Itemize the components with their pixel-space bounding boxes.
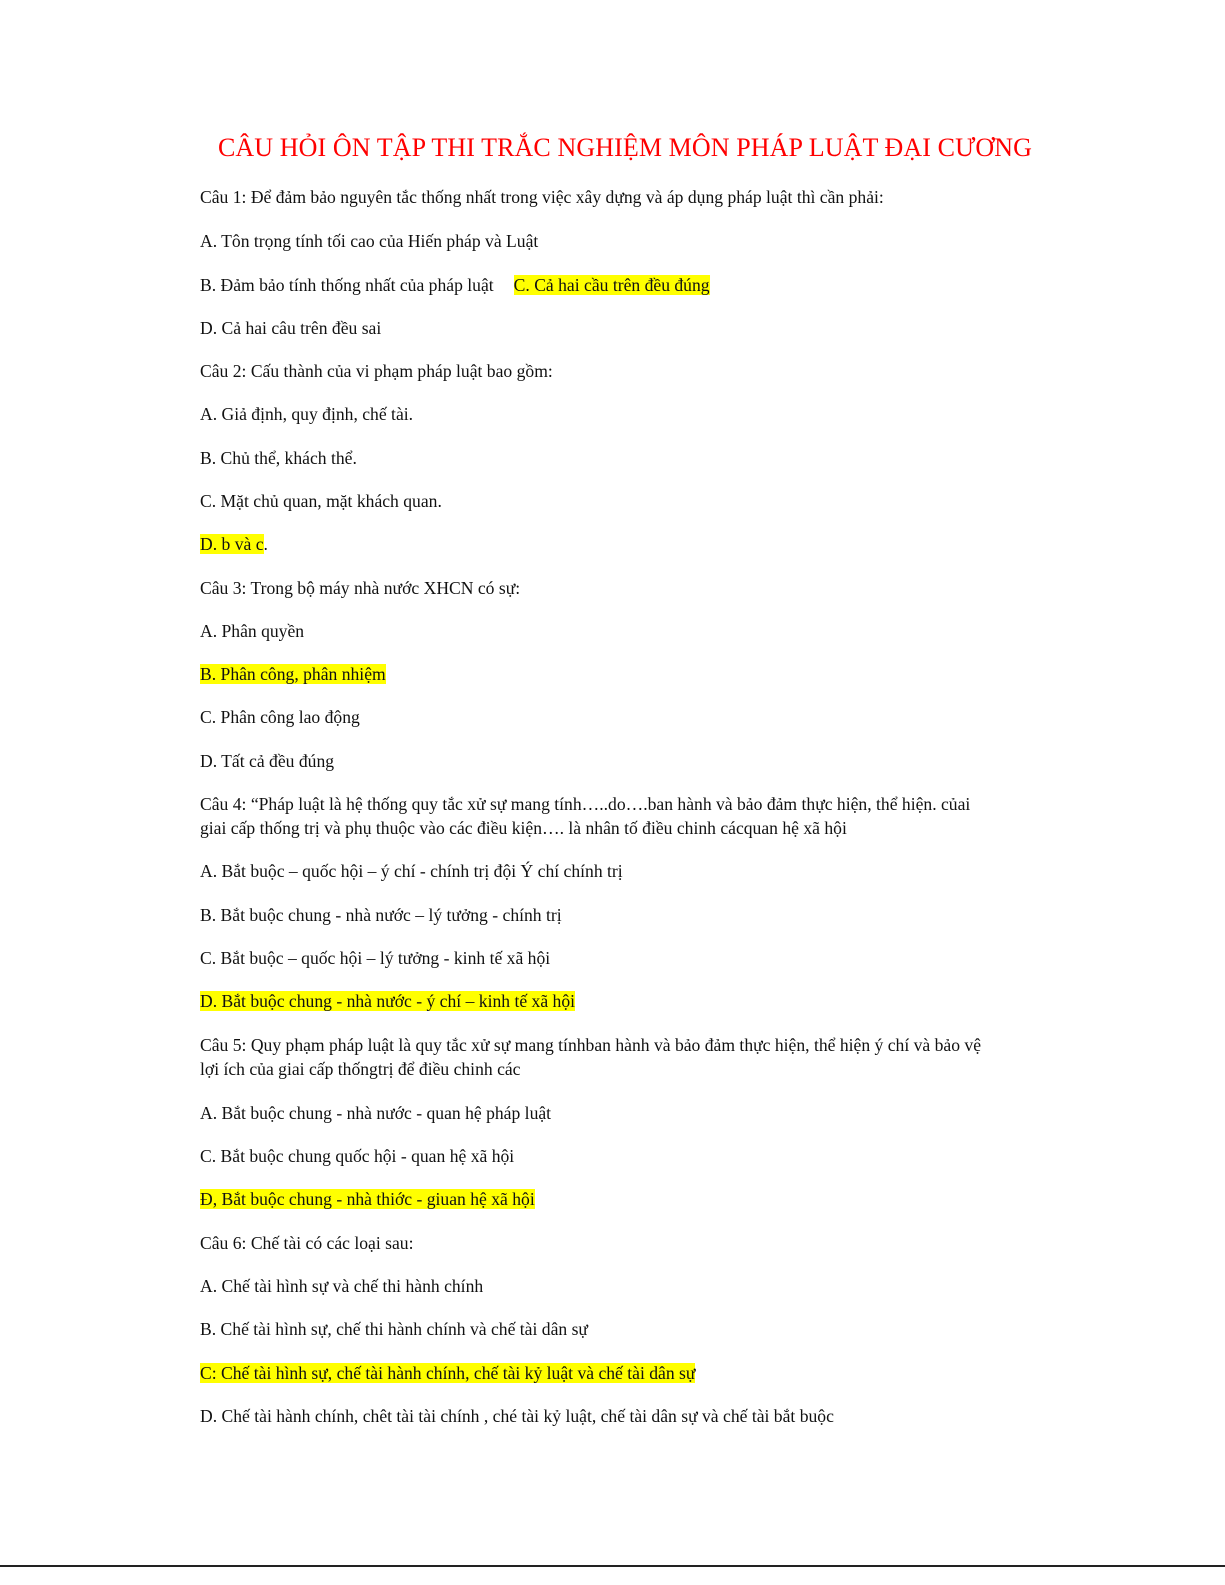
q1-option-a: A. Tôn trọng tính tối cao của Hiến pháp và Luật (200, 231, 539, 251)
q5-option-d-correct: Đ, Bắt buộc chung - nhà thiớc - giuan hệ xã hội (200, 1189, 535, 1209)
q3-option-b-row (200, 662, 386, 686)
q2-option-a: A. Giả định, quy định, chế tài. (200, 404, 414, 424)
page-title: CÂU HỎI ÔN TẬP THI TRẮC NGHIỆM MÔN PHÁP LUẬT ĐẠI CƯƠNG (217, 133, 1033, 162)
q1-option-b-row (200, 273, 710, 297)
question-2: Câu 2: Cấu thành của vi phạm pháp luật bao gồm: (200, 361, 553, 381)
question-4-line-1: Câu 4: “Pháp luật là hệ thống quy tắc xử sự mang tính…..do….ban hành và bảo đảm thực hiện, thể hiện. củai (200, 794, 971, 814)
q6-option-c-correct: C: Chế tài hình sự, chế tài hành chính, chế tài kỷ luật và chế tài dân sự (200, 1363, 696, 1383)
q4-option-a: A. Bắt buộc – quốc hội – ý chí - chính trị đội Ý chí chính trị (200, 861, 623, 881)
q2-option-b: B. Chủ thể, khách thể. (200, 448, 357, 468)
q3-option-a: A. Phân quyền (200, 621, 305, 641)
q6-option-c-row (200, 1361, 695, 1385)
q6-option-d: D. Chế tài hành chính, chêt tài tài chính , ché tài kỷ luật, chế tài dân sự và chế tài bắt buộc (200, 1406, 834, 1426)
question-4-line-2: giai cấp thống trị và phụ thuộc vào các điều kiện…. là nhân tố điều chinh cácquan hệ xã hội (200, 818, 847, 838)
question-6: Câu 6: Chế tài có các loại sau: (200, 1233, 414, 1253)
q1-option-d: D. Cả hai câu trên đều sai (200, 318, 382, 338)
q6-option-b: B. Chế tài hình sự, chế thi hành chính và chế tài dân sự (200, 1319, 588, 1339)
q6-option-a: A. Chế tài hình sự và chế thi hành chính (200, 1276, 484, 1296)
q4-option-b: B. Bắt buộc chung - nhà nước – lý tưởng - chính trị (200, 905, 562, 925)
question-5-line-1: Câu 5: Quy phạm pháp luật là quy tắc xử sự mang tínhban hành và bảo đảm thực hiện, thể hiện ý chí và bảo vệ (200, 1035, 982, 1055)
q5-option-d-row (200, 1187, 535, 1211)
question-3: Câu 3: Trong bộ máy nhà nước XHCN có sự: (200, 578, 521, 598)
q5-option-a: A. Bắt buộc chung - nhà nước - quan hệ pháp luật (200, 1103, 552, 1123)
q3-option-c: C. Phân công lao động (200, 707, 360, 727)
q4-option-d-row (200, 989, 575, 1013)
q5-option-c: C. Bắt buộc chung quốc hội - quan hệ xã hội (200, 1146, 515, 1166)
q2-option-d-row (200, 532, 268, 556)
q1-option-c-correct: C. Cả hai cầu trên đều đúng (513, 275, 710, 295)
q4-option-c: C. Bắt buộc – quốc hội – lý tưởng - kinh tế xã hội (200, 948, 551, 968)
question-5-line-2: lợi ích của giai cấp thốngtrị để điều chinh các (200, 1059, 521, 1079)
q1-option-b: B. Đảm bảo tính thống nhất của pháp luật (200, 275, 494, 295)
page-bottom-divider (0, 1565, 1225, 1567)
q4-option-d-correct: D. Bắt buộc chung - nhà nước - ý chí – kinh tế xã hội (200, 991, 576, 1011)
q2-option-d-tail: . (263, 534, 268, 554)
q2-option-d-correct: D. b và c (200, 534, 264, 554)
question-1: Câu 1: Để đảm bảo nguyên tắc thống nhất trong việc xây dựng và áp dụng pháp luật thì cần phải: (200, 187, 884, 207)
q3-option-b-correct: B. Phân công, phân nhiệm (200, 664, 386, 684)
q3-option-d: D. Tất cả đều đúng (200, 751, 335, 771)
q2-option-c: C. Mặt chủ quan, mặt khách quan. (200, 491, 442, 511)
